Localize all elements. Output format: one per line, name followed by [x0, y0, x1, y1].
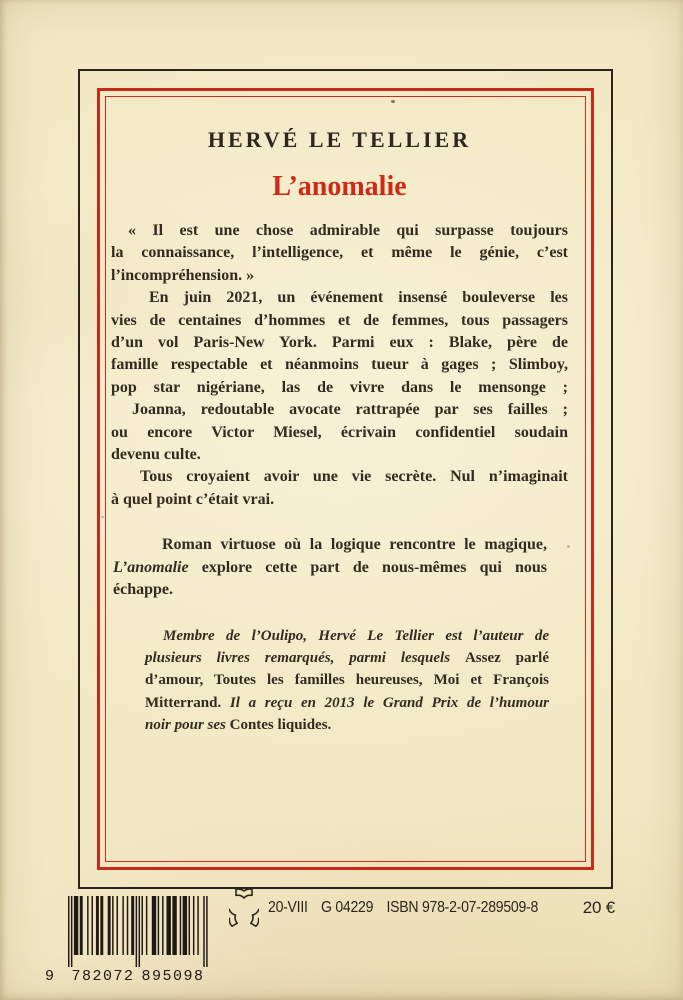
text-line: Joanna, redoutable avocate rattrapée par ses failles ;	[132, 401, 568, 419]
barcode-right-digits: 895098	[141, 968, 205, 984]
isbn: ISBN 978-2-07-289509-8	[386, 899, 539, 916]
text-line: l’incompréhension. »	[111, 266, 255, 284]
text-line: En juin 2021, un événement insensé bouleverse les	[149, 289, 568, 307]
body-text	[111, 220, 568, 737]
text-line: famille respectable et néanmoins tueur à gages ; Slimboy,	[111, 356, 568, 374]
colophon-line	[268, 897, 548, 919]
text-line: Roman virtuose où la logique rencontre le magique,	[162, 536, 547, 554]
paragraph	[111, 220, 568, 287]
ean13-barcode	[44, 896, 210, 984]
barcode-lead-digit: 9	[45, 968, 56, 984]
text-line: la connaissance, l’intelligence, et même le génie, c’est	[111, 244, 568, 262]
printing-code: G 04229	[320, 899, 374, 916]
paragraph	[145, 625, 549, 737]
text-line: Mitterrand. Il a reçu en 2013 le Grand Prix de l’humour	[145, 694, 549, 711]
text-line: plusieurs livres remarqués, parmi lesquels Assez parlé	[145, 649, 549, 666]
edition-code: 20-VIII	[268, 899, 308, 916]
text-line: d’amour, Toutes les familles heureuses, Moi et François	[145, 672, 549, 689]
text-line: d’un vol Paris-New York. Parmi eux : Blake, père de	[111, 334, 568, 352]
paper-speck	[391, 100, 395, 103]
book-title: L’anomalie	[272, 171, 407, 202]
paper-speck	[567, 545, 570, 548]
text-line: à quel point c’était vrai.	[111, 490, 275, 508]
barcode-bars	[68, 896, 208, 967]
text-line: vies de centaines d’hommes et de femmes, tous passagers	[111, 311, 568, 329]
author-name: HERVÉ LE TELLIER	[207, 127, 472, 152]
text-line: Tous croyaient avoir une vie secrète. Nul n’imaginait	[140, 468, 568, 486]
text-line: L’anomalie explore cette part de nous-mêmes qui nous	[113, 558, 547, 576]
text-line: Membre de l’Oulipo, Hervé Le Tellier est l’auteur de	[163, 627, 549, 644]
text-line: ou encore Victor Miesel, écrivain confidentiel soudain	[111, 423, 568, 441]
text-line: échappe.	[113, 581, 173, 599]
text-line: devenu culte.	[111, 446, 201, 464]
three-books-emblem-icon	[229, 889, 259, 927]
paper-speck	[101, 516, 104, 518]
paragraph	[111, 287, 568, 466]
paragraph	[111, 466, 568, 511]
text-line: pop star nigériane, las de vivre dans le mensonge ;	[111, 378, 568, 396]
text-line: « Il est une chose admirable qui surpasse toujours	[128, 222, 568, 239]
price: 20 €	[582, 898, 615, 917]
paragraph	[113, 534, 547, 601]
text-line: noir pour ses Contes liquides.	[145, 717, 332, 734]
barcode-left-digits: 782072	[71, 968, 135, 984]
